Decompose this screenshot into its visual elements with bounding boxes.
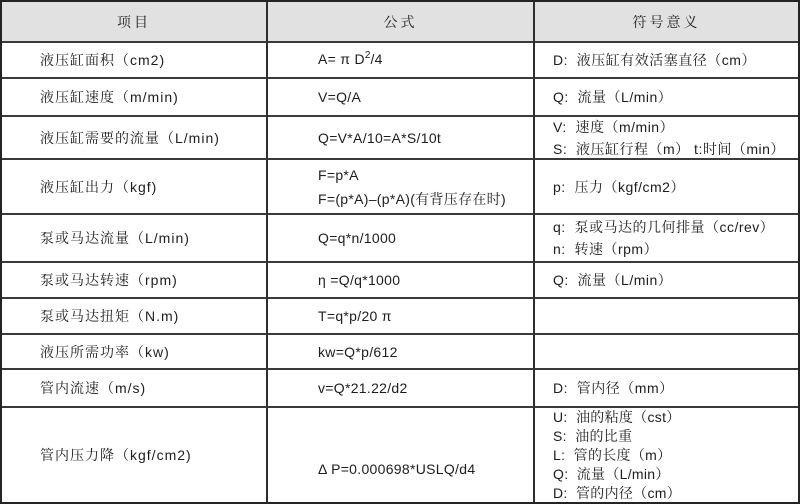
symbol-line: S: 液压缸行程（m） t:时间（min）: [553, 140, 785, 157]
symbol-line: Q: 流量（L/min）: [553, 465, 670, 482]
formula-text: kw=Q*p/612: [318, 343, 398, 360]
cell-formula: [268, 43, 535, 79]
formula-text: T=q*p/20 π: [318, 308, 392, 324]
formula-text: F=(p*A)–(p*A)(有背压存在时): [318, 190, 506, 207]
symbol-line: Q: 流量（L/min）: [553, 272, 673, 288]
item-label: 泵或马达转速（rpm): [40, 272, 178, 288]
cell-item: [2, 299, 268, 335]
header-item: [2, 2, 268, 43]
item-label: 泵或马达流量（L/min): [40, 230, 190, 246]
header-symbol-label: 符号意义: [632, 13, 701, 30]
cell-symbols: [535, 215, 798, 263]
cell-formula: [268, 408, 535, 502]
cell-formula: [268, 160, 535, 215]
cell-symbols: [535, 370, 798, 408]
formula-text: [318, 47, 533, 74]
formula-text: Δ P=0.000698*USLQ/d4: [318, 461, 476, 477]
cell-item: [2, 408, 268, 502]
symbol-line: L: 管的长度（m）: [553, 446, 672, 463]
cell-symbols: [535, 79, 798, 117]
symbol-line: D: 液压缸有效活塞直径（cm）: [553, 52, 756, 68]
header-item-label: 项目: [117, 13, 151, 30]
cell-item: [2, 370, 268, 408]
formula-text: v=Q*21.22/d2: [318, 380, 408, 396]
cell-item: [2, 263, 268, 299]
cell-item: [2, 43, 268, 79]
symbol-line: n: 转速（rpm）: [553, 241, 659, 257]
symbol-line: U: 油的粘度（cst）: [553, 408, 681, 425]
formula-text: η =Q/q*1000: [318, 272, 401, 288]
formula-superscript: 2: [364, 49, 371, 61]
formula-text: Q=V*A/10=A*S/10t: [318, 129, 442, 146]
cell-symbols: [535, 117, 798, 160]
cell-item: [2, 117, 268, 160]
item-label: 液压缸需要的流量（L/min): [40, 129, 220, 146]
formula-base: A= π D: [318, 50, 365, 67]
cell-symbols: [535, 335, 798, 370]
formula-text: Q=q*n/1000: [318, 230, 397, 246]
item-label: 泵或马达扭矩（N.m): [40, 308, 180, 324]
item-label: 液压缸面积（cm2): [40, 52, 166, 68]
item-label: 液压缸速度（m/min): [40, 89, 179, 105]
header-formula-label: 公式: [383, 13, 418, 30]
cell-formula: [268, 335, 535, 370]
cell-symbols: [535, 299, 798, 335]
symbol-line: D: 管的内径（cm）: [553, 484, 682, 501]
cell-symbols: [535, 43, 798, 79]
formula-rest: /4: [370, 50, 383, 67]
header-symbol: [535, 2, 798, 43]
item-label: 管内压力降（kgf/cm2): [40, 447, 192, 463]
header-formula: [268, 2, 535, 43]
cell-formula: [268, 215, 535, 263]
symbol-line: Q: 流量（L/min）: [553, 89, 673, 105]
cell-formula: [268, 117, 535, 160]
cell-item: [2, 335, 268, 370]
symbol-line: p: 压力（kgf/cm2）: [553, 178, 685, 195]
cell-symbols: [535, 160, 798, 215]
cell-formula: [268, 79, 535, 117]
symbol-line: V: 速度（m/min）: [553, 118, 675, 135]
symbol-line: D: 管内径（mm）: [553, 380, 674, 396]
cell-formula: [268, 370, 535, 408]
item-label: 管内流速（m/s): [40, 380, 147, 396]
item-label: 液压缸出力（kgf): [40, 178, 158, 195]
cell-item: [2, 79, 268, 117]
formula-text: V=Q/A: [318, 89, 362, 105]
symbol-line: S: 油的比重: [553, 427, 633, 444]
cell-formula: [268, 299, 535, 335]
symbol-line: q: 泵或马达的几何排量（cc/rev）: [553, 219, 775, 235]
cell-symbols: [535, 408, 798, 502]
formula-text: F=p*A: [318, 166, 359, 183]
cell-item: [2, 160, 268, 215]
cell-formula: [268, 263, 535, 299]
cell-item: [2, 215, 268, 263]
cell-symbols: [535, 263, 798, 299]
item-label: 液压所需功率（kw): [40, 343, 170, 360]
